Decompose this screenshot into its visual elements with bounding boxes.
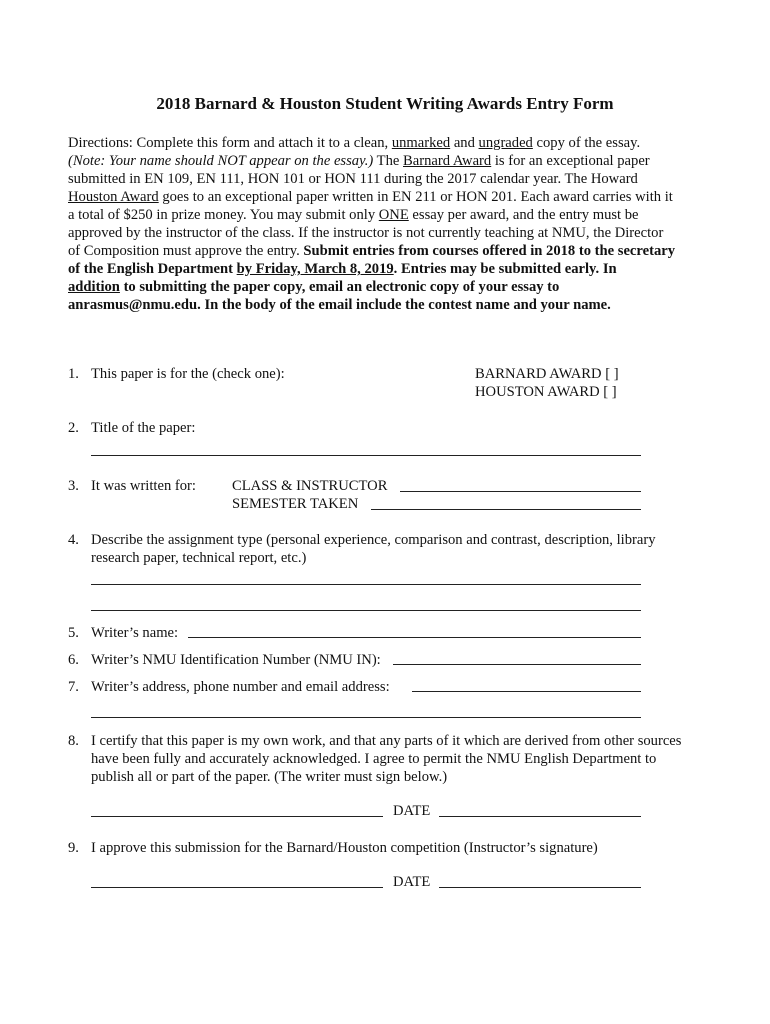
item-number: 4. (68, 532, 79, 548)
question-written-for: It was written for: (91, 478, 196, 494)
directions-text: is for an exceptional paper (491, 153, 650, 169)
question-contact-info: Writer’s address, phone number and email address: (91, 679, 390, 695)
directions-line-6: approved by the instructor of the class. If the instructor is not currently teaching at NMU, the Director (68, 225, 664, 241)
directions-text: The (373, 153, 403, 169)
instructor-date-field[interactable] (439, 887, 641, 888)
directions-text: to submitting the paper copy, email an electronic copy of your essay to (119, 279, 560, 295)
barnard-award-checkbox[interactable]: BARNARD AWARD [ ] (475, 366, 619, 382)
houston-award-checkbox[interactable]: HOUSTON AWARD [ ] (475, 384, 617, 400)
item-number: 8. (68, 733, 79, 749)
assignment-type-field-line-2[interactable] (91, 610, 641, 611)
directions-line-10: anrasmus@nmu.edu. In the body of the email include the contest name and your name. (68, 297, 611, 313)
directions-line-7 (68, 242, 708, 260)
question-assignment-type: Describe the assignment type (personal experience, comparison and contrast, description, library (91, 532, 656, 548)
directions-text: and (450, 135, 479, 151)
class-instructor-field[interactable] (400, 491, 641, 492)
instructor-signature-field[interactable] (91, 887, 383, 888)
class-instructor-label: CLASS & INSTRUCTOR (232, 478, 388, 494)
one-text: ONE (378, 207, 409, 223)
item-number: 5. (68, 625, 79, 641)
directions-text: copy of the essay. (532, 135, 641, 151)
directions-text: Directions: Complete this form and attach it to a clean, (68, 135, 392, 151)
directions-paragraph (68, 134, 708, 314)
directions-text: . Entries may be submitted early. In (393, 261, 617, 277)
nmu-id-field[interactable] (393, 664, 641, 665)
item-number: 2. (68, 420, 79, 436)
submit-entries-text: Submit entries from courses offered in 2018 to the secretary (303, 243, 676, 259)
directions-text: goes to an exceptional paper written in EN 211 or HON 201. Each award carries with it (158, 189, 673, 205)
question-paper-title: Title of the paper: (91, 420, 196, 436)
item-number: 6. (68, 652, 79, 668)
assignment-type-field-line-1[interactable] (91, 584, 641, 585)
question-writer-name: Writer’s name: (91, 625, 179, 641)
directions-line-1 (68, 134, 708, 152)
instructor-approval-statement: I approve this submission for the Barnard/Houston competition (Instructor’s signature) (91, 840, 598, 856)
paper-title-field[interactable] (91, 455, 641, 456)
item-number: 9. (68, 840, 79, 856)
barnard-award-text: Barnard Award (403, 153, 492, 169)
unmarked-text: unmarked (391, 135, 451, 151)
item-number: 3. (68, 478, 79, 494)
certification-statement-cont: publish all or part of the paper. (The writer must sign below.) (91, 769, 448, 785)
directions-line-8 (68, 260, 708, 278)
directions-line-3: submitted in EN 109, EN 111, HON 101 or HON 111 during the 2017 calendar year. The Howard (68, 171, 638, 187)
date-label: DATE (393, 803, 431, 819)
question-nmu-id: Writer’s NMU Identification Number (NMU IN): (91, 652, 381, 668)
question-award-type: This paper is for the (check one): (91, 366, 285, 382)
date-label: DATE (393, 874, 431, 890)
directions-text: of Composition must approve the entry. (68, 243, 304, 259)
directions-line-5 (68, 206, 708, 224)
directions-line-2 (68, 152, 708, 170)
directions-text: a total of $250 in prize money. You may submit only (68, 207, 379, 223)
item-number: 1. (68, 366, 79, 382)
writer-name-field[interactable] (188, 637, 641, 638)
directions-line-9 (68, 278, 708, 296)
contact-info-field-line-1[interactable] (412, 691, 641, 692)
deadline-text: by Friday, March 8, 2019 (236, 261, 394, 277)
contact-info-field-line-2[interactable] (91, 717, 641, 718)
item-number: 7. (68, 679, 79, 695)
semester-taken-label: SEMESTER TAKEN (232, 496, 359, 512)
directions-text: essay per award, and the entry must be (408, 207, 639, 223)
note-text: (Note: Your name should NOT appear on the essay.) (68, 153, 374, 169)
ungraded-text: ungraded (478, 135, 533, 151)
question-assignment-type-cont: research paper, technical report, etc.) (91, 550, 307, 566)
houston-award-text: Houston Award (68, 189, 159, 205)
directions-line-4 (68, 188, 708, 206)
certification-statement-cont: have been fully and accurately acknowledged. I agree to permit the NMU English Department to (91, 751, 657, 767)
writer-signature-field[interactable] (91, 816, 383, 817)
form-title: 2018 Barnard & Houston Student Writing Awards Entry Form (156, 94, 614, 113)
directions-text: of the English Department (68, 261, 237, 277)
writer-date-field[interactable] (439, 816, 641, 817)
semester-taken-field[interactable] (371, 509, 641, 510)
addition-text: addition (68, 279, 120, 295)
certification-statement: I certify that this paper is my own work, and that any parts of it which are derived from other sources (91, 733, 682, 749)
